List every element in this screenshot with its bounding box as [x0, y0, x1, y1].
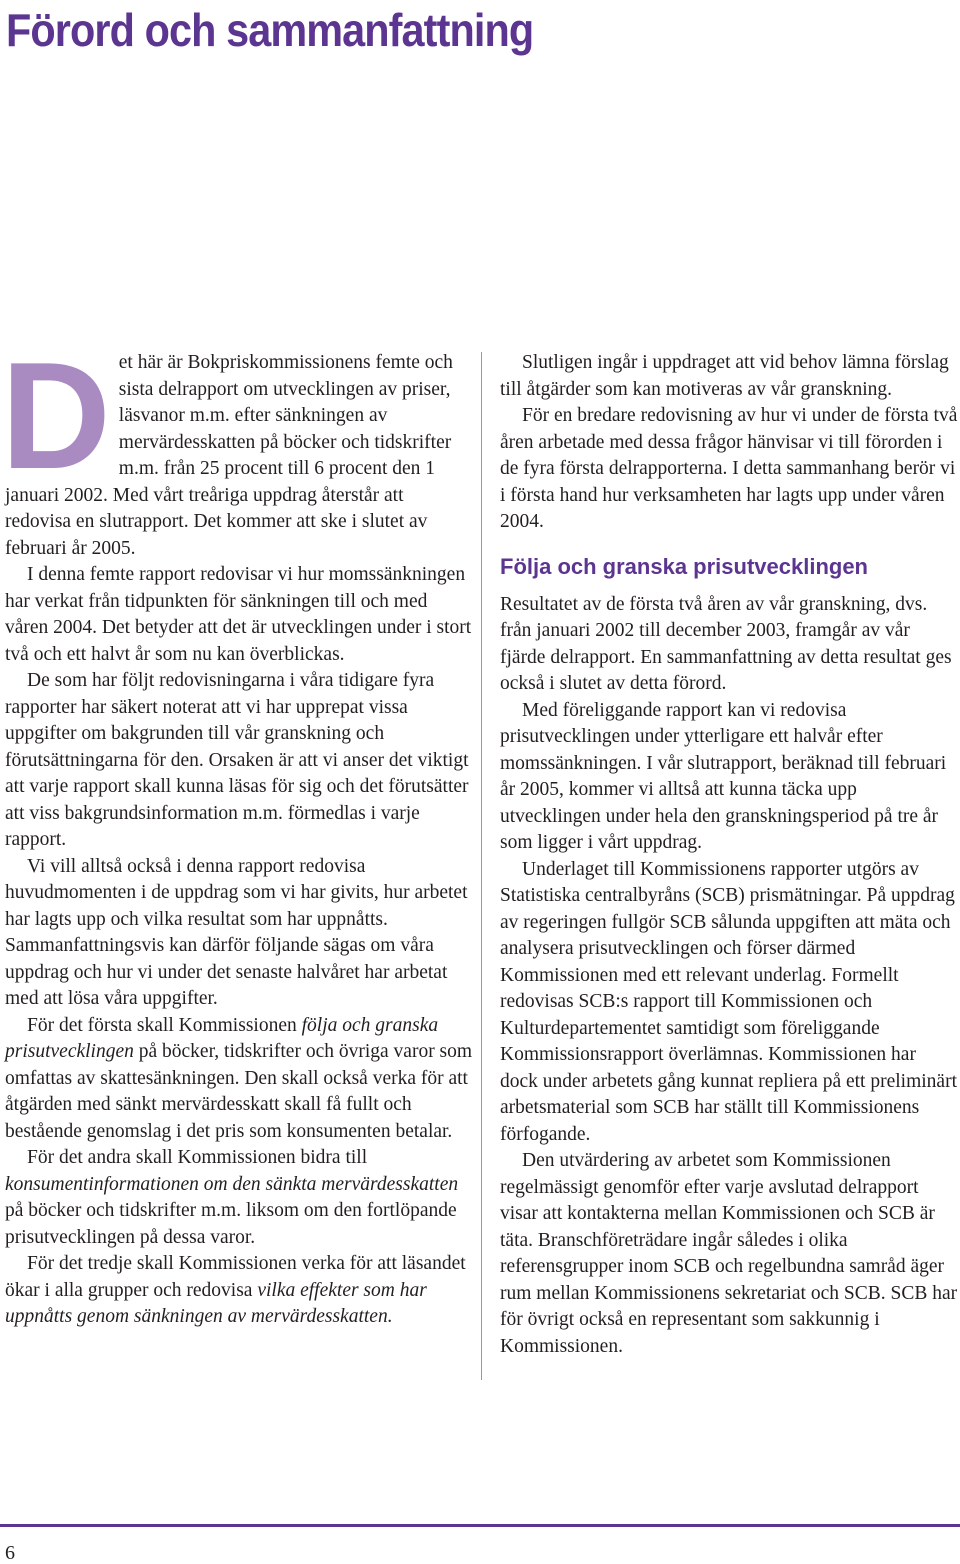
paragraph: Slutligen ingår i uppdraget att vid behov lämna förslag till åtgärder som kan motiveras av vår granskning.	[500, 352, 949, 400]
paragraph: I denna femte rapport redovisar vi hur momssänkningen har verkat från tidpunkten för sänkningen till och med våren 2004. Det betyder att det är utvecklingen under i stort två och ett halvt år som nu kan överblickas.	[5, 564, 472, 665]
page-number: 6	[5, 1542, 15, 1564]
intro-paragraph	[1, 331, 473, 562]
paragraph-text: För det tredje skall Kommissionen verka för att läsandet ökar i alla grupper och redovisa	[5, 1253, 466, 1301]
paragraph: Underlaget till Kommissionens rapporter utgörs av Statistiska centralbyråns (SCB) prismätningar. På uppdrag av regeringen fullgör SCB sålunda uppgiften att mäta och analysera prisutvecklingen och förser därmed Kommissionen med ett relevant underlag. Formellt redovisas SCB:s rapport till Kommissionen och Kulturdepartementet samtidigt som föreliggande Kommissionsrapport överlämnas. Kommissionen har dock under arbetets gång kunnat repliera på ett preliminärt arbetsmaterial som SCB har ställt till Kommissionens förfogande.	[500, 858, 957, 1145]
paragraph-text: på böcker och tidskrifter m.m. liksom om den fortlöpande prisutvecklingen på dessa varor.	[5, 1200, 457, 1248]
paragraph: De som har följt redovisningarna i våra tidigare fyra rapporter har säkert noterat att vi har upprepat vissa uppgifter om bakgrunden till vår granskning och förutsättningarna för den. Orsaken är att vi anser det viktigt att varje rapport skall kunna läsas för sig och det förutsätter att viss bakgrundsinformation m.m. förmedlas i varje rapport.	[5, 670, 469, 850]
paragraph: Vi vill alltså också i denna rapport redovisa huvudmomenten i de uppdrag som vi har givits, hur arbetet har lagts upp och vilka resultat som har uppnåtts. Sammanfattningsvis kan därför följande sägas om våra uppdrag och hur vi under det senaste halvåret har arbetat med att lösa våra uppgifter.	[5, 855, 468, 1009]
paragraph: Den utvärdering av arbetet som Kommissionen regelmässigt genomför efter varje avslutad delrapport visar att kontakterna mellan Kommissionen och SCB är täta. Branschföreträdare ingår således i olika referensgrupper inom SCB och regelbundna samråd äger rum mellan Kommissionens sekretariat och SCB. SCB har för övrigt också en representant som sakkunnig i Kommissionen.	[500, 1150, 958, 1357]
page-title: Förord och sammanfattning	[6, 4, 534, 56]
paragraph	[5, 1145, 473, 1251]
paragraph	[5, 1251, 473, 1331]
section-heading: Följa och granska prisutvecklingen	[500, 553, 868, 579]
footer-rule	[0, 1524, 960, 1527]
paragraph-text: på böcker, tidskrifter och övriga varor som omfattas av skattesänkningen. Den skall också verka för att åtgärden med sänkt mervärdesskatt skall få fullt och bestående genomslag i det pris som konsumenten betalar.	[5, 1041, 473, 1142]
emphasis-text: vilka effekter som har uppnåtts genom sänkningen av mervärdesskatten.	[5, 1279, 427, 1327]
right-column	[500, 350, 958, 1360]
paragraph-text: För det första skall Kommissionen	[27, 1014, 302, 1036]
column-divider	[481, 352, 482, 1380]
paragraph: För en bredare redovisning av hur vi under de första två åren arbetade med dessa frågor hänvisar vi till förorden i de fyra första delrapporterna. I detta sammanhang berör vi i första hand hur verksamheten har lagts upp under våren 2004.	[500, 405, 958, 532]
paragraph: Med föreliggande rapport kan vi redovisa prisutvecklingen under ytterligare ett halvår efter momssänkningen. I vår slutrapport, beräknad till februari år 2005, kommer vi alltså att kunna täcka upp utvecklingen under hela den granskningsperiod på tre år som ligger i vårt uppdrag.	[500, 699, 947, 853]
intro-text: et här är Bokpriskommissionens femte och sista delrapport om utvecklingen av priser, läsvanor m.m. efter sänkningen av mervärdesskatten på böcker och tidskrifter m.m. från 25 procent till 6 procent den 1 januari 2002. Med vårt treåriga uppdrag återstår att redovisa en slutrapport. Det kommer att ske i slutet av februari år 2005.	[5, 352, 453, 559]
emphasis-text: konsumentinformationen om den sänkta mervärdesskatten	[5, 1173, 459, 1195]
paragraph	[5, 1013, 473, 1146]
paragraph: Resultatet av de första två åren av vår granskning, dvs. från januari 2002 till december 2003, framgår av vår fjärde delrapport. En sammanfattning av detta resultat ges också i slutet av detta förord.	[500, 593, 952, 694]
emphasis-text: följa och granska prisutvecklingen	[5, 1014, 439, 1062]
drop-cap: D	[1, 331, 111, 501]
left-column	[1, 331, 473, 1331]
paragraph-text: För det andra skall Kommissionen bidra till	[27, 1147, 368, 1168]
